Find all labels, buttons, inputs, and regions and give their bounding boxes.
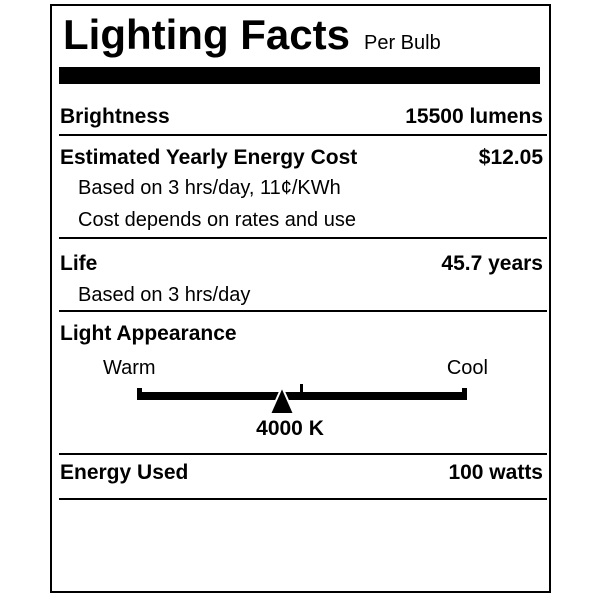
energy-used-value: 100 watts <box>448 461 543 484</box>
life-basis-note: Based on 3 hrs/day <box>78 284 251 306</box>
energy-cost-disclaimer-note: Cost depends on rates and use <box>78 209 356 231</box>
color-temperature-value: 4000 K <box>256 417 324 440</box>
divider <box>59 453 547 455</box>
light-appearance-label: Light Appearance <box>60 322 237 345</box>
per-bulb-label: Per Bulb <box>364 32 441 54</box>
life-row <box>60 251 543 276</box>
brightness-value: 15500 lumens <box>405 105 543 128</box>
energy-used-row <box>60 460 543 485</box>
scale-left-tick <box>137 388 142 400</box>
lighting-facts-label <box>50 4 551 593</box>
divider <box>59 237 547 239</box>
energy-cost-value: $12.05 <box>478 146 543 169</box>
life-value: 45.7 years <box>441 252 543 275</box>
scale-right-tick <box>462 388 467 400</box>
warm-label: Warm <box>103 357 156 379</box>
triangle-marker-icon <box>265 380 299 416</box>
label-title: Lighting Facts <box>63 11 350 58</box>
cool-label: Cool <box>446 357 488 379</box>
energy-cost-basis-note: Based on 3 hrs/day, 11¢/KWh <box>78 177 341 199</box>
energy-cost-row <box>60 145 543 170</box>
color-temperature-scale-bar <box>137 392 467 400</box>
header-separator-bar <box>59 67 540 84</box>
brightness-label: Brightness <box>60 105 170 128</box>
life-label: Life <box>60 252 98 275</box>
label-header <box>63 12 441 58</box>
divider <box>59 310 547 312</box>
energy-used-label: Energy Used <box>60 461 189 484</box>
brightness-row <box>60 104 543 129</box>
warm-cool-labels <box>103 356 488 380</box>
scale-mid-tick <box>300 384 303 393</box>
divider <box>59 134 547 136</box>
divider <box>59 498 547 500</box>
energy-cost-label: Estimated Yearly Energy Cost <box>60 146 358 169</box>
